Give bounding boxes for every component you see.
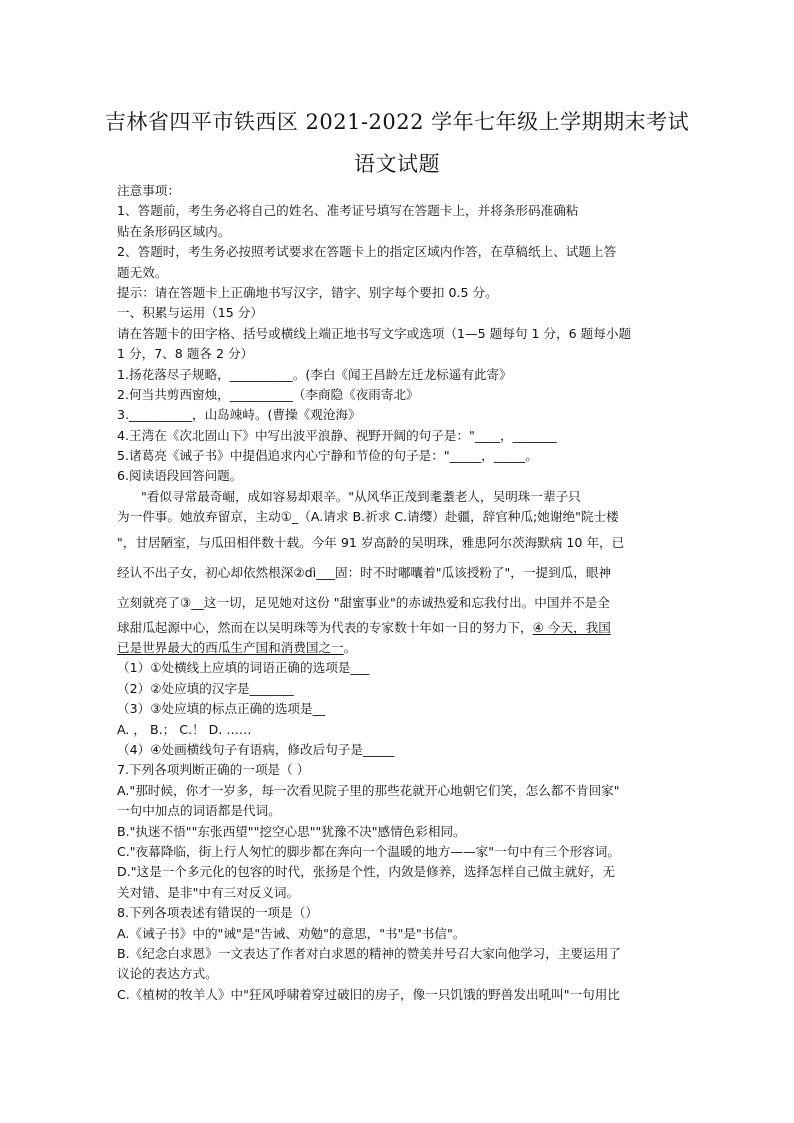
question-7-option-d1: D."这是一个多元化的包容的时代，张扬是个性，内敛是修养，选择怎样自己做主就好，无	[117, 864, 616, 880]
underlined-sentence-end: 已是世界最大的西瓜生产国和消费国之一	[117, 640, 344, 656]
sub-question-1: （1）①处横线上应填的词语正确的选项是___	[117, 660, 370, 676]
question-5: 5.诸葛亮《诫子书》中提倡追求内心宁静和节俭的句子是："_____，_____。	[117, 448, 538, 464]
question-8-option-c1: C.《植树的牧羊人》中"狂风呼啸着穿过破旧的房子，像一只饥饿的野兽发出吼叫"一句用比	[117, 986, 620, 1002]
notice-item-2b: 题无效。	[117, 264, 168, 280]
passage-line-3: "，甘居陋室，与瓜田相伴数十载。今年 91 岁高龄的吴明珠，雅患阿尔茨海默病 10 年，已	[117, 534, 625, 550]
exam-body	[117, 181, 677, 1005]
notice-heading: 注意事项：	[117, 183, 180, 198]
notice-tip: 提示：请在答题卡上正确地书写汉字，错字、别字每个要扣 0.5 分。	[117, 284, 498, 300]
underlined-sentence-start: ④ 今天，我国	[532, 619, 611, 635]
question-1: 1.扬花落尽子规略，__________。(李白《闻王昌龄左迁龙标遥有此寄》	[117, 366, 512, 382]
sub-question-4: （4）④处画横线句子有语病，修改后句子是_____	[117, 741, 395, 757]
passage-line-4: 经认不出子女，初心却依然根深②dì___固：时不时嘟囔着"瓜该授粉了"，一提到瓜，眼神	[117, 564, 612, 580]
notice-item-2a: 2、答题时，考生务必按照考试要求在答题卡上的指定区域内作答，在草稿纸上、试题上答	[117, 244, 617, 260]
question-8-heading: 8.下列各项表述有错误的一项是（）	[117, 905, 318, 921]
question-8-option-b2: 议论的表达方式。	[117, 966, 218, 982]
passage-line-7-end: 。	[343, 640, 357, 656]
exam-title: 吉林省四平市铁西区 2021-2022 学年七年级上学期期末考试	[104, 110, 690, 134]
question-8-option-b1: B.《纪念白求恩》一文表达了作者对白求恩的精神的赞美并号召大家向他学习，主要运用了	[117, 945, 621, 961]
sub-question-2: （2）②处应填的汉字是_______	[117, 680, 294, 696]
passage-line-6-text: 球甜瓜起源中心，然而在以吴明珠等为代表的专家数十年如一日的努力下，	[117, 619, 533, 635]
question-8-option-a: A.《诫子书》中的"诫"是"告诫、劝勉"的意思，"书"是"书信"。	[117, 925, 466, 941]
passage-line-5: 立刻就亮了③__这一切，足见她对这份 "甜蜜事业"的赤诚热爱和忘我付出。中国并不是全	[117, 594, 610, 610]
question-7-option-c: C."夜幕降临，街上行人匆忙的脚步都在奔向一个温暖的地方——家"一句中有三个形容词。	[117, 843, 620, 859]
passage-line-6	[117, 618, 677, 638]
section-instruction-b: 1 分，7、8 题各 2 分）	[117, 346, 254, 362]
question-7-option-a1: A."那时候，你才一岁多，每一次看见院子里的那些花就开心地朝它们笑，怎么都不肯回家"	[117, 782, 620, 798]
passage-line-7	[117, 638, 677, 658]
sub-question-3-options: A. ， B.； C.！ D. ……	[117, 721, 252, 737]
exam-subtitle: 语文试题	[354, 152, 440, 176]
notice-item-1b: 贴在条形码区域内。	[117, 223, 231, 239]
question-2: 2.何当共剪西窗烛，__________（李商隐《夜雨寄北》	[117, 386, 419, 402]
question-7-heading: 7.下列各项判断正确的一项是（ ）	[117, 762, 310, 778]
passage-line-2: 为一件事。她放弃留京，主动①_（A.请求 B.祈求 C.请缨）赴疆，辞官种瓜;她谢绝"院士楼	[117, 509, 619, 525]
question-7-option-d2: 关对错、是非"中有三对反义词。	[117, 884, 300, 900]
section-instruction-a: 请在答题卡的田字格、括号或横线上端正地书写文字或选项（1—5 题每句 1 分，6 题每小题	[117, 325, 632, 341]
section-heading: 一、积累与运用（15 分）	[117, 305, 263, 321]
question-3: 3.__________，山岛竦峙。(曹操《观沧海》	[117, 407, 361, 423]
passage-line-1: "看似寻常最奇崛，成如容易却艰辛。"从风华正茂到耄耋老人，吴明珠一辈子只	[141, 488, 581, 504]
question-7-option-a2: 一句中加点的词语都是代词。	[117, 803, 281, 819]
question-7-option-b: B."执迷不悟""东张西望""挖空心思""犹豫不决"感情色彩相同。	[117, 823, 466, 839]
question-4: 4.王湾在《次北固山下》中写出波平浪静、视野开阔的句子是："____，_______	[117, 427, 557, 443]
sub-question-3: （3）③处应填的标点正确的选项是__	[117, 701, 326, 717]
notice-item-1a: 1、答题前，考生务必将自己的姓名、准考证号填写在答题卡上，并将条形码准确粘	[117, 203, 579, 219]
question-6-heading: 6.阅读语段回答问题。	[117, 468, 243, 484]
